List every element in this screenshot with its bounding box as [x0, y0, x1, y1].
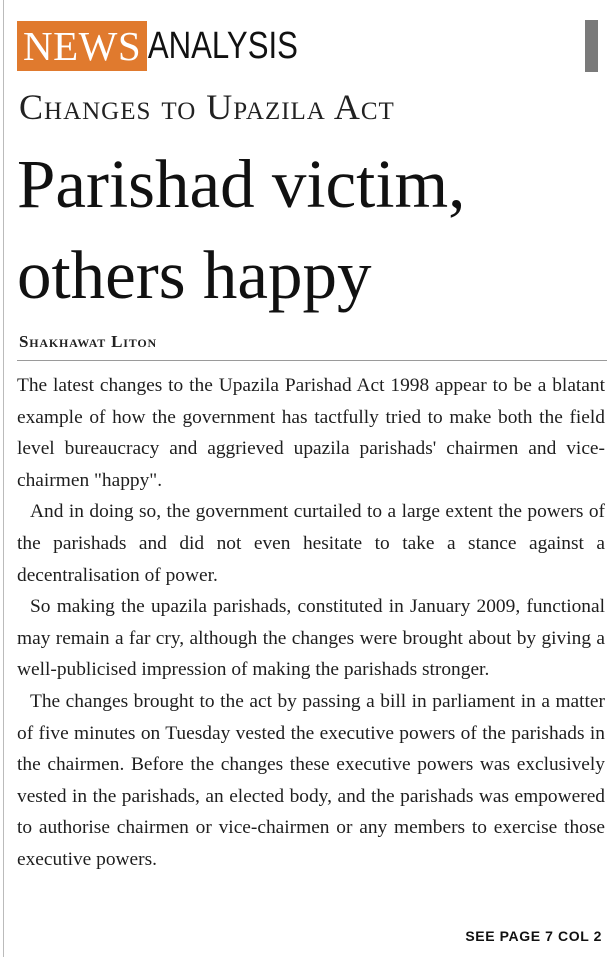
continuation-jump: SEE PAGE 7 COL 2	[465, 928, 602, 944]
article-body	[17, 370, 605, 876]
paragraph: So making the upazila parishads, constituted in January 2009, functional may remain a far cry, although the changes were brought about by giving a well-publicised impression of making the parishads stronger.	[17, 596, 605, 681]
section-kicker	[17, 21, 331, 71]
kicker-news: NEWS	[17, 21, 147, 71]
column-rule	[3, 0, 4, 957]
byline: Shakhawat Liton	[19, 332, 157, 351]
headline: Parishad victim, others happy	[17, 146, 466, 313]
byline-divider	[17, 360, 607, 361]
kicker-analysis: ANALYSIS	[147, 25, 299, 67]
paragraph: The latest changes to the Upazila Parishad Act 1998 appear to be a blatant example of how the government has tactfully tried to make both the field level bureaucracy and aggrieved upazila parishads' chairmen and vice-chairmen "happy".	[17, 375, 605, 491]
subheadline: Changes to Upazila Act	[19, 87, 395, 127]
paragraph: The changes brought to the act by passing a bill in parliament in a matter of five minutes on Tuesday vested the executive powers of the parishads in the chairmen. Before the changes these executive powers was exclusively vested in the parishads, an elected body, and the parishads was empowered to authorise chairmen or vice-chairmen or any members to exercise those executive powers.	[17, 690, 605, 870]
paragraph: And in doing so, the government curtailed to a large extent the powers of the parishads and did not even hesitate to take a stance against a decentralisation of power.	[17, 501, 605, 586]
decorative-bar	[585, 20, 598, 72]
